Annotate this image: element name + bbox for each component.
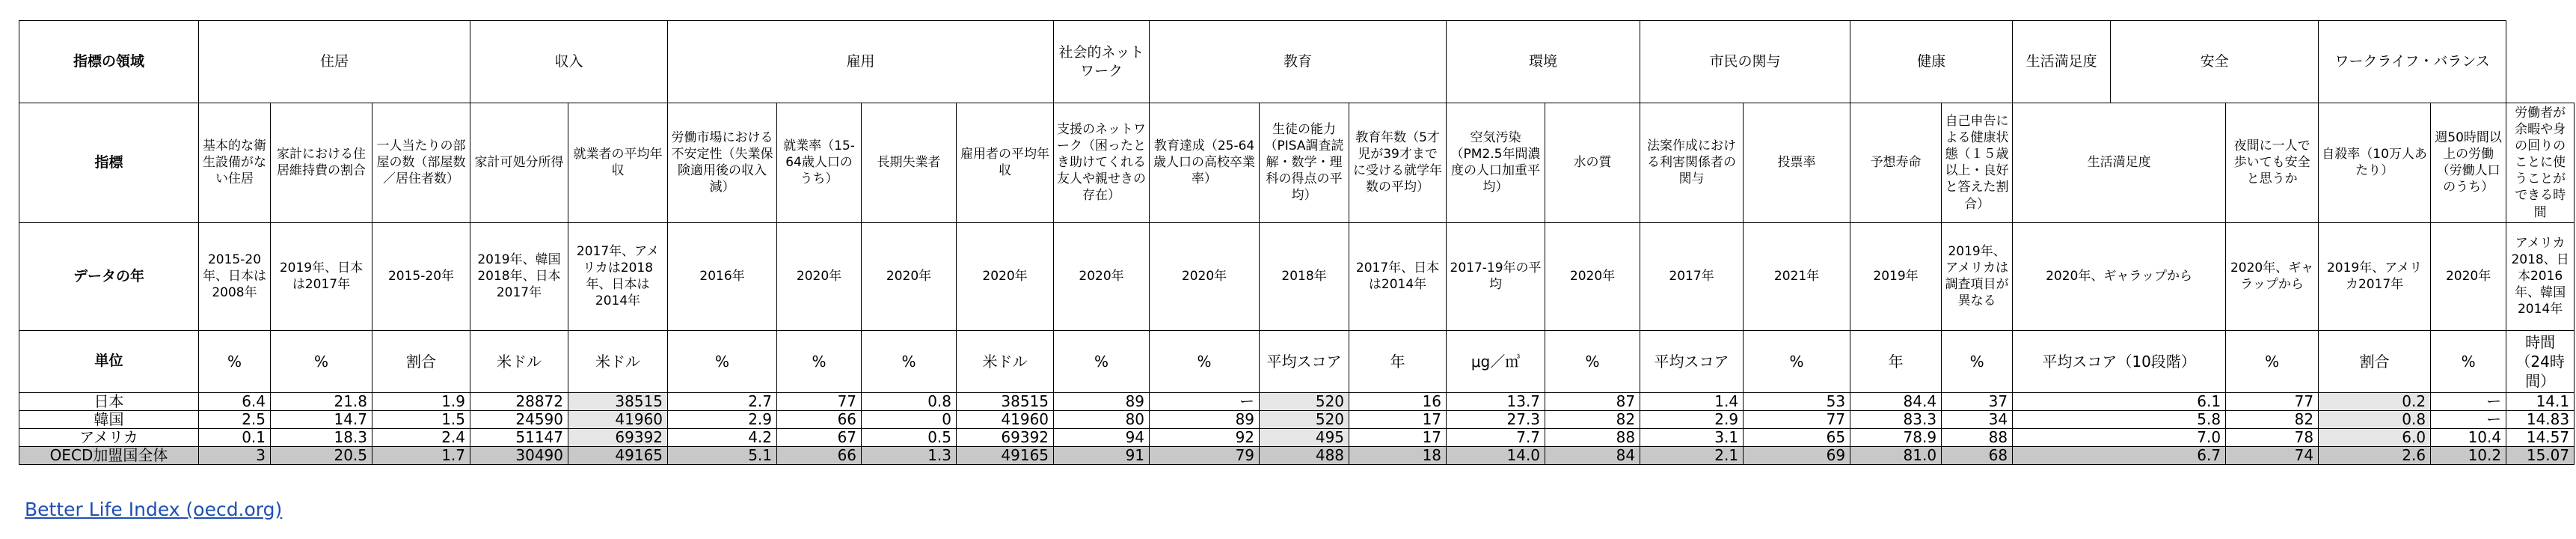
value-cell: 10.2: [2431, 446, 2506, 464]
unit-row: [19, 330, 2575, 392]
table-row: [19, 410, 2575, 428]
value-cell: 6.7: [2013, 446, 2226, 464]
year-14: 2017-19年の平均: [1447, 222, 1545, 330]
value-cell: 6.1: [2013, 392, 2226, 410]
indicator-4: 家計可処分所得: [470, 103, 568, 223]
value-cell: 49165: [568, 446, 668, 464]
value-cell: 6.4: [199, 392, 271, 410]
year-5: 2017年、アメリカは2018年、日本は2014年: [568, 222, 668, 330]
indicator-7: 就業率（15-64歳人口のうち）: [777, 103, 862, 223]
unit-24: 時間（24時間）: [2506, 330, 2575, 392]
unit-19: %: [1942, 330, 2013, 392]
year-18: 2019年: [1850, 222, 1942, 330]
value-cell: 49165: [957, 446, 1054, 464]
value-cell: 69: [1744, 446, 1850, 464]
value-cell: 2.7: [668, 392, 777, 410]
year-23: 2020年: [2431, 222, 2506, 330]
domain-housing: 住居: [199, 21, 470, 103]
value-cell: 6.0: [2319, 428, 2431, 446]
value-cell: 79: [1150, 446, 1260, 464]
value-cell: 66: [777, 410, 862, 428]
table-row: [19, 446, 2575, 464]
year-15: 2020年: [1545, 222, 1640, 330]
value-cell: 84.4: [1850, 392, 1942, 410]
value-cell: 34: [1942, 410, 2013, 428]
unit-14: μg／㎥: [1447, 330, 1545, 392]
value-cell: 13.7: [1447, 392, 1545, 410]
value-cell: 520: [1260, 392, 1349, 410]
unit-21: %: [2226, 330, 2319, 392]
value-cell: 67: [777, 428, 862, 446]
better-life-index-link[interactable]: Better Life Index (oecd.org): [25, 499, 283, 520]
unit-2: %: [271, 330, 372, 392]
unit-13: 年: [1349, 330, 1447, 392]
year-13: 2017年、日本は2014年: [1349, 222, 1447, 330]
indicator-14: 空気汚染（PM2.5年間濃度の人口加重平均）: [1447, 103, 1545, 223]
indicator-19: 自己申告による健康状態（１５歳以上・良好と答えた割合）: [1942, 103, 2013, 223]
value-cell: 495: [1260, 428, 1349, 446]
year-21: 2020年、ギャラップから: [2226, 222, 2319, 330]
domain-row: [19, 21, 2575, 103]
value-cell: 89: [1150, 410, 1260, 428]
indicator-13: 教育年数（5才児が39才までに受ける就学年数の平均）: [1349, 103, 1447, 223]
value-cell: 92: [1150, 428, 1260, 446]
value-cell: 15.07: [2506, 446, 2575, 464]
year-22: 2019年、アメリカ2017年: [2319, 222, 2431, 330]
value-cell: ー: [2431, 392, 2506, 410]
value-cell: 81.0: [1850, 446, 1942, 464]
value-cell: 1.7: [372, 446, 470, 464]
indicator-5: 就業者の平均年収: [568, 103, 668, 223]
value-cell: 82: [1545, 410, 1640, 428]
value-cell: 5.1: [668, 446, 777, 464]
value-cell: 18.3: [271, 428, 372, 446]
value-cell: 3: [199, 446, 271, 464]
year-2: 2019年、日本は2017年: [271, 222, 372, 330]
value-cell: 53: [1744, 392, 1850, 410]
indicator-8: 長期失業者: [862, 103, 957, 223]
value-cell: 17: [1349, 428, 1447, 446]
indicator-17: 投票率: [1744, 103, 1850, 223]
unit-3: 割合: [372, 330, 470, 392]
unit-8: %: [862, 330, 957, 392]
value-cell: 14.83: [2506, 410, 2575, 428]
table-row: [19, 392, 2575, 410]
value-cell: 0.8: [862, 392, 957, 410]
indicator-row-label: 指標: [19, 103, 199, 223]
value-cell: 41960: [568, 410, 668, 428]
data-body: [19, 392, 2575, 464]
indicator-12: 生徒の能力（PISA調査読解・数学・理科の得点の平均）: [1260, 103, 1349, 223]
value-cell: 0.5: [862, 428, 957, 446]
year-7: 2020年: [777, 222, 862, 330]
value-cell: 0.2: [2319, 392, 2431, 410]
indicator-row: [19, 103, 2575, 223]
unit-4: 米ドル: [470, 330, 568, 392]
unit-22: 割合: [2319, 330, 2431, 392]
value-cell: 7.0: [2013, 428, 2226, 446]
value-cell: 0.1: [199, 428, 271, 446]
unit-20: 平均スコア（10段階）: [2013, 330, 2226, 392]
year-11: 2020年: [1150, 222, 1260, 330]
unit-7: %: [777, 330, 862, 392]
value-cell: ー: [1150, 392, 1260, 410]
country-name: OECD加盟国全体: [19, 446, 199, 464]
value-cell: 14.1: [2506, 392, 2575, 410]
indicator-24: 労働者が余暇や身の回りのことに使うことができる時間: [2506, 103, 2575, 223]
year-1: 2015-20年、日本は2008年: [199, 222, 271, 330]
value-cell: 1.9: [372, 392, 470, 410]
year-row: [19, 222, 2575, 330]
year-6: 2016年: [668, 222, 777, 330]
unit-11: %: [1150, 330, 1260, 392]
table-row: [19, 428, 2575, 446]
value-cell: 77: [1744, 410, 1850, 428]
unit-17: %: [1744, 330, 1850, 392]
indicator-16: 法案作成における利害関係者の関与: [1640, 103, 1744, 223]
unit-18: 年: [1850, 330, 1942, 392]
value-cell: 2.1: [1640, 446, 1744, 464]
year-16: 2017年: [1640, 222, 1744, 330]
value-cell: 77: [777, 392, 862, 410]
value-cell: 94: [1054, 428, 1150, 446]
indicator-21: 夜間に一人で歩いても安全と思うか: [2226, 103, 2319, 223]
indicator-3: 一人当たりの部屋の数（部屋数／居住者数）: [372, 103, 470, 223]
domain-life-satisfaction: 生活満足度: [2013, 21, 2111, 103]
domain-jobs: 雇用: [668, 21, 1054, 103]
value-cell: 2.9: [1640, 410, 1744, 428]
value-cell: 84: [1545, 446, 1640, 464]
unit-1: %: [199, 330, 271, 392]
value-cell: 89: [1054, 392, 1150, 410]
value-cell: 78.9: [1850, 428, 1942, 446]
value-cell: 51147: [470, 428, 568, 446]
value-cell: 20.5: [271, 446, 372, 464]
year-8: 2020年: [862, 222, 957, 330]
domain-community: 社会的ネットワーク: [1054, 21, 1150, 103]
value-cell: 488: [1260, 446, 1349, 464]
domain-health: 健康: [1850, 21, 2013, 103]
domain-education: 教育: [1150, 21, 1447, 103]
unit-15: %: [1545, 330, 1640, 392]
value-cell: 69392: [568, 428, 668, 446]
indicator-23: 週50時間以上の労働（労働人口のうち）: [2431, 103, 2506, 223]
indicator-15: 水の質: [1545, 103, 1640, 223]
value-cell: 88: [1545, 428, 1640, 446]
year-24: アメリカ2018、日本2016年、韓国2014年: [2506, 222, 2575, 330]
value-cell: 2.5: [199, 410, 271, 428]
value-cell: 14.7: [271, 410, 372, 428]
unit-23: %: [2431, 330, 2506, 392]
value-cell: 1.5: [372, 410, 470, 428]
value-cell: 7.7: [1447, 428, 1545, 446]
value-cell: 4.2: [668, 428, 777, 446]
value-cell: 21.8: [271, 392, 372, 410]
domain-civic: 市民の関与: [1640, 21, 1850, 103]
value-cell: 38515: [957, 392, 1054, 410]
unit-6: %: [668, 330, 777, 392]
unit-12: 平均スコア: [1260, 330, 1349, 392]
unit-16: 平均スコア: [1640, 330, 1744, 392]
indicator-6: 労働市場における不安定性（失業保険適用後の収入減）: [668, 103, 777, 223]
value-cell: 74: [2226, 446, 2319, 464]
value-cell: 16: [1349, 392, 1447, 410]
value-cell: 14.57: [2506, 428, 2575, 446]
domain-safety: 安全: [2111, 21, 2319, 103]
value-cell: 66: [777, 446, 862, 464]
value-cell: 3.1: [1640, 428, 1744, 446]
domain-work-life: ワークライフ・バランス: [2319, 21, 2506, 103]
indicator-10: 支援のネットワーク（困ったとき助けてくれる友人や親せきの存在）: [1054, 103, 1150, 223]
value-cell: 37: [1942, 392, 2013, 410]
domain-income: 収入: [470, 21, 668, 103]
domain-environment: 環境: [1447, 21, 1640, 103]
year-row-label: データの年: [19, 222, 199, 330]
value-cell: 2.4: [372, 428, 470, 446]
year-4: 2019年、韓国2018年、日本2017年: [470, 222, 568, 330]
value-cell: ー: [2431, 410, 2506, 428]
unit-5: 米ドル: [568, 330, 668, 392]
year-19: 2019年、アメリカは調査項目が異なる: [1942, 222, 2013, 330]
value-cell: 28872: [470, 392, 568, 410]
indicator-11: 教育達成（25-64歳人口の高校卒業率）: [1150, 103, 1260, 223]
value-cell: 24590: [470, 410, 568, 428]
year-17: 2021年: [1744, 222, 1850, 330]
year-12: 2018年: [1260, 222, 1349, 330]
value-cell: 77: [2226, 392, 2319, 410]
year-20: 2020年、ギャラップから: [2013, 222, 2226, 330]
indicator-9: 雇用者の平均年収: [957, 103, 1054, 223]
value-cell: 27.3: [1447, 410, 1545, 428]
value-cell: 18: [1349, 446, 1447, 464]
value-cell: 65: [1744, 428, 1850, 446]
value-cell: 0.8: [2319, 410, 2431, 428]
value-cell: 69392: [957, 428, 1054, 446]
value-cell: 14.0: [1447, 446, 1545, 464]
indicator-20: 生活満足度: [2013, 103, 2226, 223]
year-9: 2020年: [957, 222, 1054, 330]
value-cell: 520: [1260, 410, 1349, 428]
value-cell: 38515: [568, 392, 668, 410]
value-cell: 5.8: [2013, 410, 2226, 428]
domain-row-label: 指標の領域: [19, 21, 199, 103]
value-cell: 83.3: [1850, 410, 1942, 428]
indicator-2: 家計における住居維持費の割合: [271, 103, 372, 223]
value-cell: 2.6: [2319, 446, 2431, 464]
value-cell: 1.4: [1640, 392, 1744, 410]
indicator-1: 基本的な衛生設備がない住居: [199, 103, 271, 223]
value-cell: 68: [1942, 446, 2013, 464]
value-cell: 87: [1545, 392, 1640, 410]
value-cell: 2.9: [668, 410, 777, 428]
unit-9: 米ドル: [957, 330, 1054, 392]
value-cell: 10.4: [2431, 428, 2506, 446]
value-cell: 41960: [957, 410, 1054, 428]
value-cell: 17: [1349, 410, 1447, 428]
value-cell: 1.3: [862, 446, 957, 464]
indicator-22: 自殺率（10万人あたり）: [2319, 103, 2431, 223]
year-3: 2015-20年: [372, 222, 470, 330]
value-cell: 30490: [470, 446, 568, 464]
unit-row-label: 単位: [19, 330, 199, 392]
value-cell: 78: [2226, 428, 2319, 446]
country-name: 日本: [19, 392, 199, 410]
value-cell: 88: [1942, 428, 2013, 446]
value-cell: 91: [1054, 446, 1150, 464]
year-10: 2020年: [1054, 222, 1150, 330]
value-cell: 82: [2226, 410, 2319, 428]
country-name: アメリカ: [19, 428, 199, 446]
value-cell: 80: [1054, 410, 1150, 428]
value-cell: 0: [862, 410, 957, 428]
unit-10: %: [1054, 330, 1150, 392]
indicator-18: 予想寿命: [1850, 103, 1942, 223]
oecd-indicator-table: [19, 20, 2575, 465]
country-name: 韓国: [19, 410, 199, 428]
